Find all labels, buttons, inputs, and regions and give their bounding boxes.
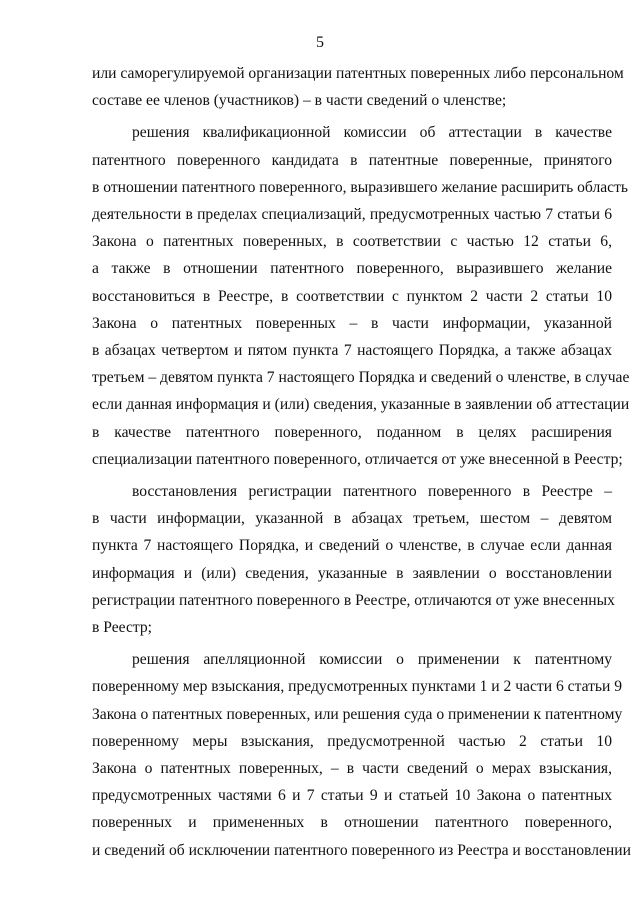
text-line: поверенному мер взыскания, предусмотренных пунктами 1 и 2 части 6 статьи 9 <box>92 678 623 696</box>
text-line: Закона о патентных поверенных, или решения суда о применении к патентному <box>92 705 623 723</box>
text-line: пункта 7 настоящего Порядка, и сведений о членстве, в случае если данная <box>92 537 612 555</box>
text-line: третьем – девятом пункта 7 настоящего Порядка и сведений о членстве, в случае <box>92 369 630 387</box>
text-line: поверенных и примененных в отношении патентного поверенного, <box>92 814 612 832</box>
text-line: в отношении патентного поверенного, выразившего желание расширить область <box>92 178 629 196</box>
text-line: если данная информация и (или) сведения, указанные в заявлении об аттестации <box>92 396 630 414</box>
text-line: патентного поверенного кандидата в патентные поверенные, принятого <box>92 151 612 169</box>
text-line: поверенному меры взыскания, предусмотренной частью 2 статьи 10 <box>92 732 612 750</box>
text-line: в абзацах четвертом и пятом пункта 7 настоящего Порядка, а также абзацах <box>92 342 612 359</box>
text-line: и сведений об исключении патентного поверенного из Реестра и восстановлении <box>92 841 631 859</box>
text-line: Закона о патентных поверенных, – в части сведений о мерах взыскания, <box>92 760 612 777</box>
text-line: составе ее членов (участников) – в части сведений о членстве; <box>92 92 507 110</box>
text-line: в Реестр; <box>92 619 153 636</box>
text-line: восстановления регистрации патентного поверенного в Реестре – <box>132 483 612 500</box>
text-line: специализации патентного поверенного, отличается от уже внесенной в Реестр; <box>92 450 623 468</box>
text-line: предусмотренных частями 6 и 7 статьи 9 и статьей 10 Закона о патентных <box>92 787 612 805</box>
text-line: в качестве патентного поверенного, поданном в целях расширения <box>92 423 612 441</box>
text-line: в части информации, указанной в абзацах третьем, шестом – девятом <box>92 510 612 528</box>
text-line: решения апелляционной комиссии о применении к патентному <box>132 651 612 669</box>
text-line: регистрации патентного поверенного в Реестре, отличаются от уже внесенных <box>92 591 615 609</box>
text-line: Закона о патентных поверенных – в части информации, указанной <box>92 314 612 332</box>
text-line: деятельности в пределах специализаций, предусмотренных частью 7 статьи 6 <box>92 206 612 223</box>
text-line: информация и (или) сведения, указанные в заявлении о восстановлении <box>92 564 612 582</box>
page-number: 5 <box>316 34 324 51</box>
text-line: или саморегулируемой организации патентных поверенных либо персональном <box>92 65 624 82</box>
text-line: восстановиться в Реестре, в соответствии с пунктом 2 части 2 статьи 10 <box>92 287 612 305</box>
text-line: решения квалификационной комиссии об аттестации в качестве <box>132 124 612 142</box>
text-line: а также в отношении патентного поверенного, выразившего желание <box>92 260 612 278</box>
text-line: Закона о патентных поверенных, в соответствии с частью 12 статьи 6, <box>92 233 612 251</box>
